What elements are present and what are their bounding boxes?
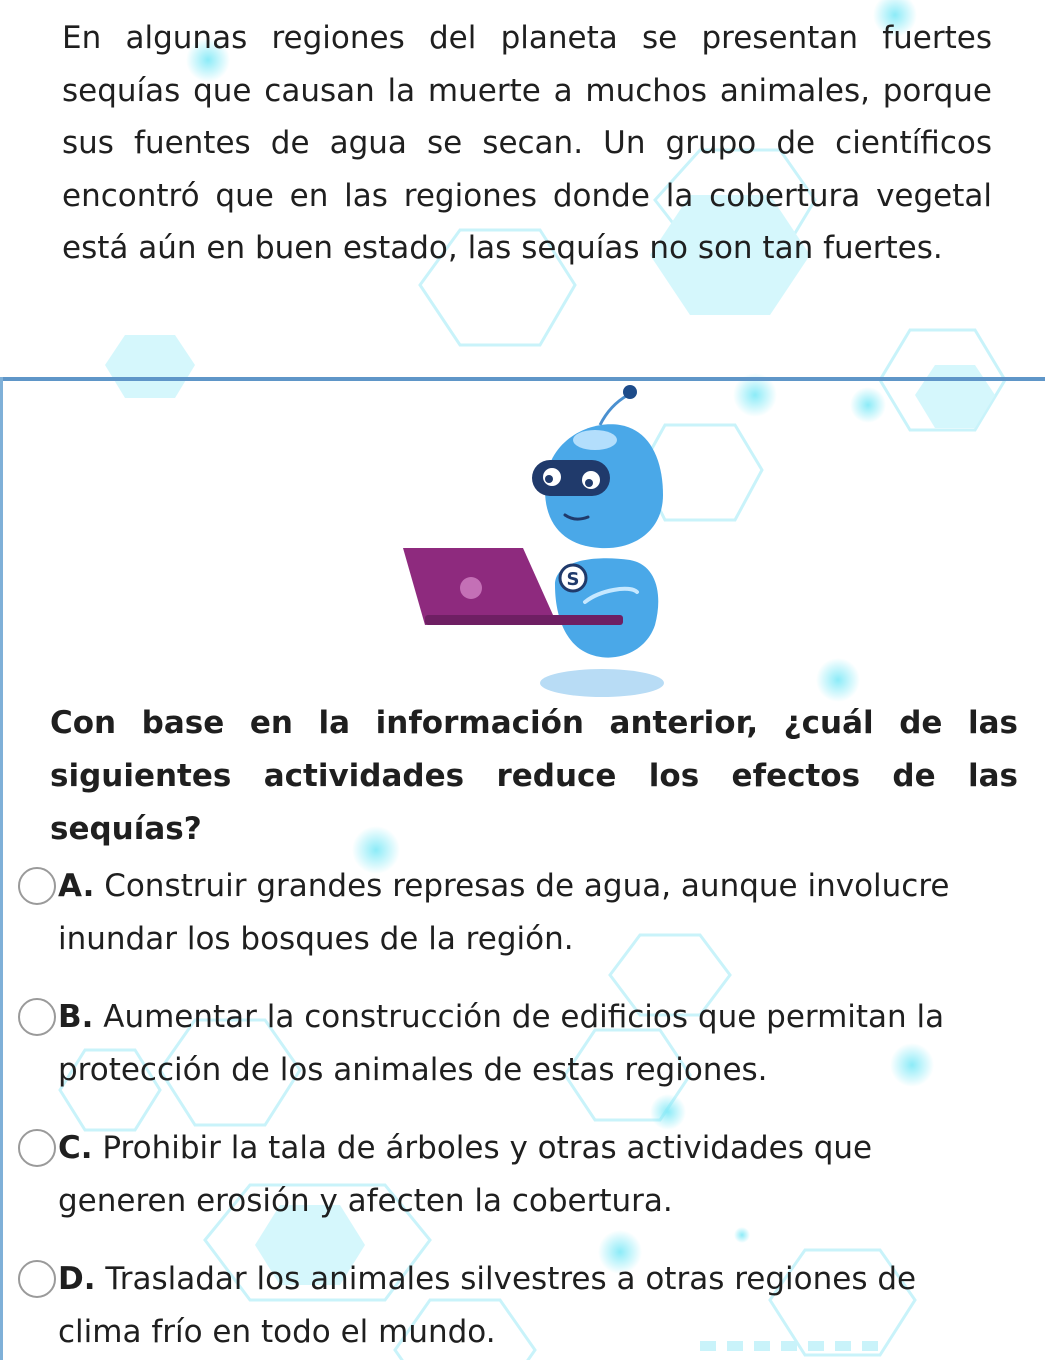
robot-head-highlight [573,430,617,450]
laptop-base [425,615,623,625]
option-a-letter: A. [58,868,95,904]
option-a-radio[interactable] [18,867,56,905]
option-b-label: Aumentar la construcción de edificios que permitan la protección de los animales de estas regiones. [58,999,945,1088]
option-d-radio[interactable] [18,1260,56,1298]
option-c-letter: C. [58,1130,93,1166]
option-d-text [58,1253,998,1359]
option-b-text [58,991,998,1097]
robot-badge-letter: S [566,569,580,590]
question-prompt: Con base en la información anterior, ¿cuál de las siguientes actividades reduce los efectos de las sequías? [50,705,1018,847]
option-c-label: Prohibir la tala de árboles y otras actividades que generen erosión y afecten la cobertura. [58,1130,873,1219]
question-card-border [0,377,3,1360]
robot-antenna-tip [623,385,637,399]
robot-shadow [540,669,664,697]
option-b-radio[interactable] [18,998,56,1036]
option-d-label: Trasladar los animales silvestres a otras regiones de clima frío en todo el mundo. [58,1261,917,1350]
option-c-text [58,1122,998,1228]
option-a-text [58,860,998,966]
option-d-letter: D. [58,1261,96,1297]
option-c-radio[interactable] [18,1129,56,1167]
laptop-camera-dot [460,577,482,599]
robot-mascot-illustration [395,380,685,700]
robot-antenna [600,395,628,425]
reading-passage: En algunas regiones del planeta se presentan fuertes sequías que causan la muerte a muchos animales, porque sus fuentes de agua se secan. Un grupo de científicos encontró que en las regiones donde la cobertura vegetal está aún en buen estado, las sequías no son tan fuertes. [62,20,992,266]
option-b-letter: B. [58,999,94,1035]
option-a-label: Construir grandes represas de agua, aunque involucre inundar los bosques de la región. [58,868,950,957]
